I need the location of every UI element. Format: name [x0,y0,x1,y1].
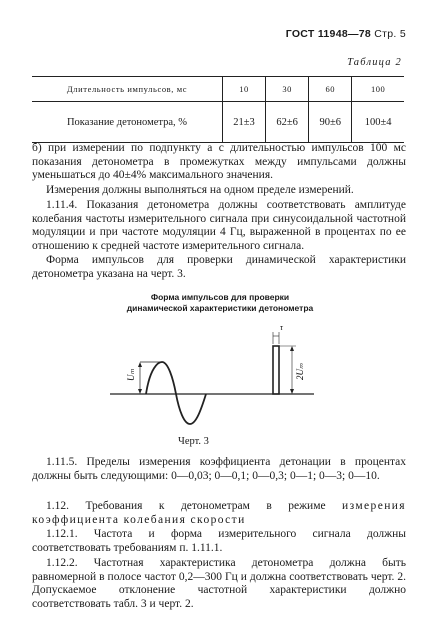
paragraph-measure: Измерения должны выполняться на одном пределе измерений. [46,184,354,196]
rect-pulse [273,346,279,394]
standard-number: ГОСТ 11948—78 [285,28,372,40]
label-um: Uₘ [126,368,136,381]
figure-caption: Черт. 3 [178,436,209,447]
paragraph-1-12-rest: измерения коэффициента колебания скорости [32,500,406,526]
row-value: 90±6 [309,102,352,143]
paragraph-1-12-1: 1.12.1. Частота и форма измерительного сигнала должны соответствовать требованиям п. 1.11.1. [32,528,406,554]
header-value: 60 [309,77,352,102]
header-value: 10 [223,77,266,102]
pulse-form-figure [110,318,320,430]
arrow-down-icon [138,389,142,394]
header-value: 30 [266,77,309,102]
table-header-row [32,77,404,102]
arrow-up-icon [138,362,142,367]
page-number: Стр. 5 [374,28,406,40]
paragraph-1-12-lead: 1.12. Требования к детонометрам в режиме [46,500,326,512]
sine-pulse [146,362,206,424]
header-value: 100 [352,77,404,102]
figure-title-line: динамической характеристики детонометра [126,303,314,313]
arrow-down-icon [290,389,294,394]
paragraph-form: Форма импульсов для проверки динамической характеристики детонометра указана на черт. 3. [32,254,406,280]
row-label: Показание детонометра, % [32,102,223,143]
paragraph-1-12-2: 1.12.2. Частотная характеристика детонометра должна быть равномерной в полосе частот 0,2—300 Гц и должна соответствовать черт. 2. Допускаемое отклонение частотной характеристики должно соответствовать табл. 3 и черт. 2. [32,557,406,610]
table-2 [32,76,404,143]
page-header [286,28,406,40]
paragraph-1-11-5: 1.11.5. Пределы измерения коэффициента детонации в процентах должны быть следующими: 0—0,03; 0—0,1; 0—0,3; 0—1; 0—3; 0—10. [32,456,406,482]
paragraph-b: б) при измерении по подпункту а с длительностью импульсов 100 мс показания детонометра в промежутках между импульсами должны уменьшаться до 40±4% максимального значения. [32,142,406,182]
paragraph-1-12 [32,500,406,527]
row-value: 21±3 [223,102,266,143]
label-2um: 2Uₘ [295,363,305,380]
figure-title [100,292,340,314]
figure-title-line: Форма импульсов для проверки [150,292,290,302]
table-caption: Таблица 2 [347,57,402,68]
label-tau: τ [280,323,283,332]
row-value: 100±4 [352,102,404,143]
table-row [32,102,404,143]
paragraph-1-11-4: 1.11.4. Показания детонометра должны соответствовать амплитуде колебания частоты измерительного сигнала при синусоидальной частотной модуляции и при частоте модуляции 4 Гц, выраженной в процентах по ее отношению к средней частоте измерительного сигнала. [32,199,406,252]
arrow-up-icon [290,346,294,351]
row-value: 62±6 [266,102,309,143]
header-label: Длительность импульсов, мс [32,77,223,102]
